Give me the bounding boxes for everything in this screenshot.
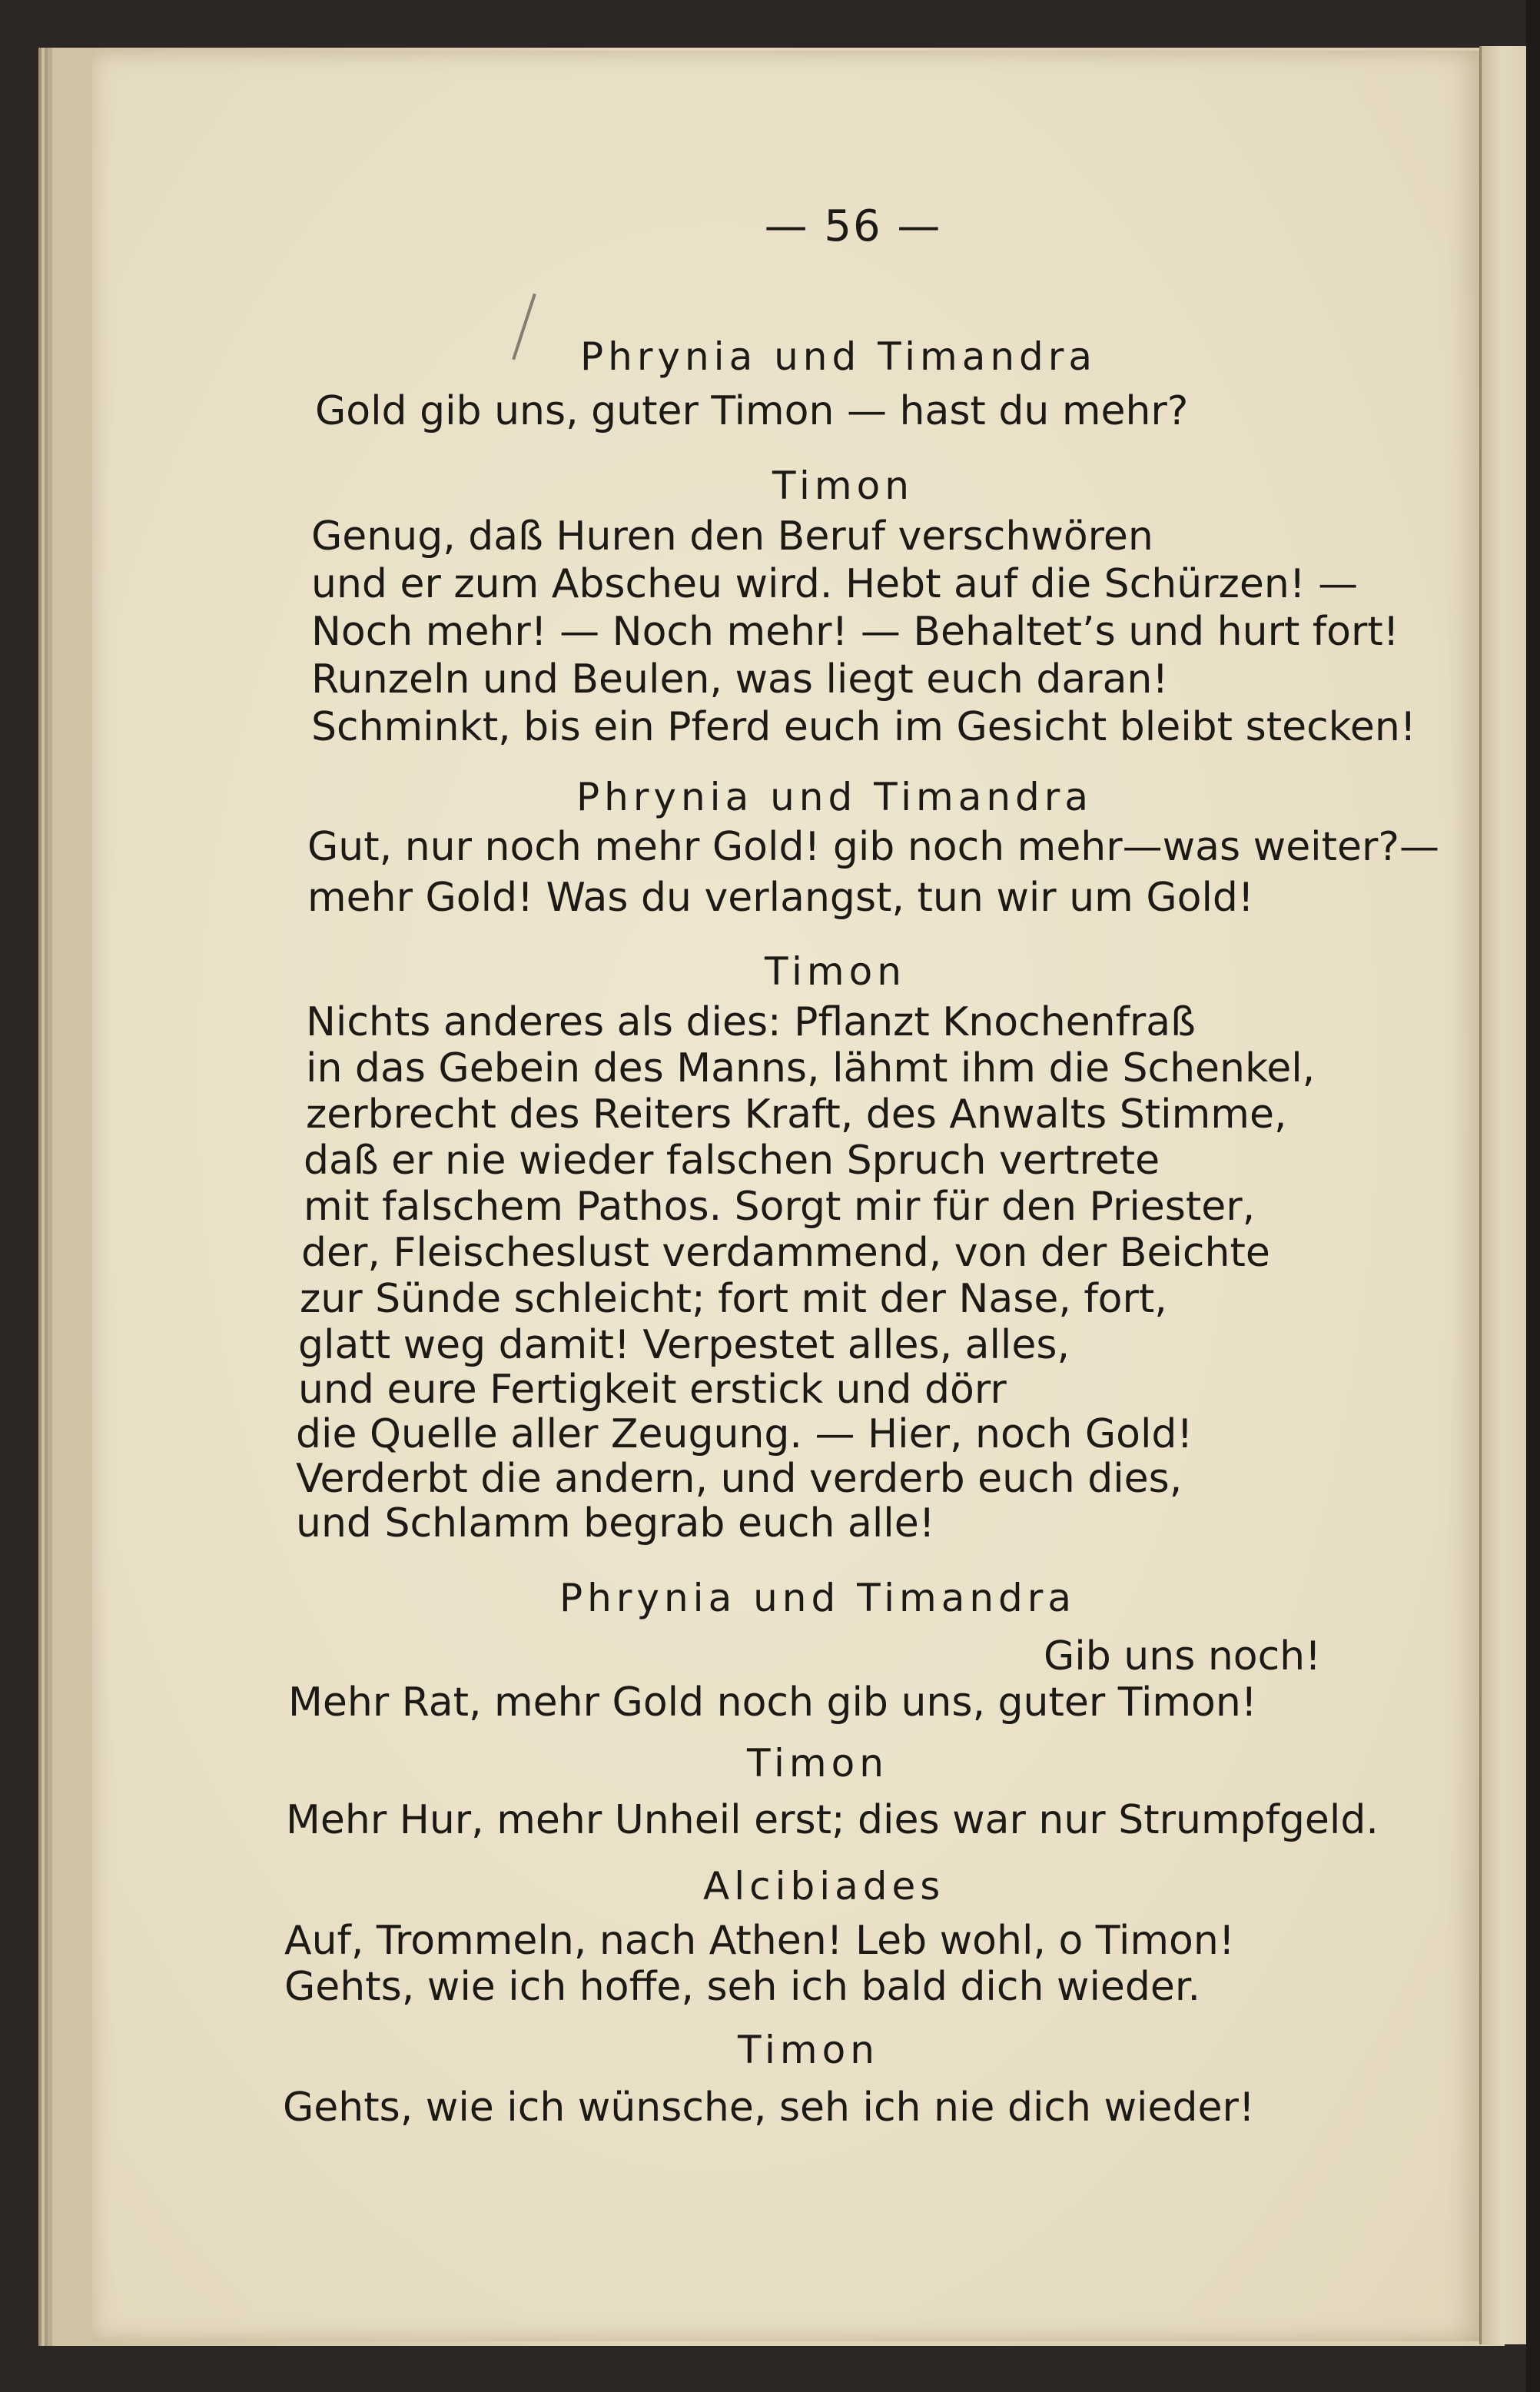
verse-line: Verderbt die andern, und verderb euch dies, xyxy=(296,1456,1183,1502)
verse-line: der, Fleischeslust verdammend, von der Beichte xyxy=(301,1230,1270,1276)
verse-line: Gold gib uns, guter Timon — hast du mehr? xyxy=(315,388,1189,434)
verse-line: mit falschem Pathos. Sorgt mir für den Priester, xyxy=(304,1184,1256,1230)
verse-line: und eure Fertigkeit erstick und dörr xyxy=(298,1367,1007,1413)
verse-line: zerbrecht des Reiters Kraft, des Anwalts Stimme, xyxy=(306,1091,1287,1138)
speaker-name: Timon xyxy=(738,2028,879,2072)
verse-line: Runzeln und Beulen, was liegt euch daran! xyxy=(311,656,1169,703)
verse-line: und Schlamm begrab euch alle! xyxy=(296,1500,935,1546)
verse-line: Auf, Trommeln, nach Athen! Leb wohl, o Timon! xyxy=(284,1918,1235,1964)
verse-line: und er zum Abscheu wird. Hebt auf die Schürzen! — xyxy=(311,561,1359,607)
verse-line: Gehts, wie ich hoffe, seh ich bald dich wieder. xyxy=(284,1964,1201,2010)
verse-line: Gehts, wie ich wünsche, seh ich nie dich wieder! xyxy=(283,2085,1255,2131)
scan-border xyxy=(1526,0,1540,2392)
page-number: — 56 — xyxy=(764,201,942,251)
speaker-name: Timon xyxy=(772,463,914,508)
verse-line: zur Sünde schleicht; fort mit der Nase, fort, xyxy=(300,1276,1167,1322)
verse-line: Mehr Hur, mehr Unheil erst; dies war nur Strumpfgeld. xyxy=(286,1797,1379,1843)
verse-line: glatt weg damit! Verpestet alles, alles, xyxy=(298,1322,1070,1368)
speaker-name: Alcibiades xyxy=(703,1864,945,1909)
verse-line: Gib uns noch! xyxy=(1044,1633,1321,1679)
speaker-name: Timon xyxy=(765,949,906,994)
verse-line: Gut, nur noch mehr Gold! gib noch mehr—was weiter?— xyxy=(307,824,1439,870)
speaker-name: Phrynia und Timandra xyxy=(559,1576,1076,1620)
verse-line: in das Gebein des Manns, lähmt ihm die Schenkel, xyxy=(306,1045,1316,1091)
verse-line: Noch mehr! — Noch mehr! — Behaltet’s und hurt fort! xyxy=(311,609,1399,655)
verse-line: Genug, daß Huren den Beruf verschwören xyxy=(311,513,1153,560)
verse-line: die Quelle aller Zeugung. — Hier, noch Gold! xyxy=(296,1411,1193,1457)
verse-line: mehr Gold! Was du verlangst, tun wir um Gold! xyxy=(307,875,1254,921)
verse-line: daß er nie wieder falschen Spruch vertrete xyxy=(304,1138,1160,1184)
verse-line: Nichts anderes als dies: Pflanzt Knochenfraß xyxy=(306,999,1196,1045)
speaker-name: Phrynia und Timandra xyxy=(580,334,1097,379)
verse-line: Mehr Rat, mehr Gold noch gib uns, guter Timon! xyxy=(288,1679,1257,1726)
speaker-name: Phrynia und Timandra xyxy=(576,775,1093,819)
speaker-name: Timon xyxy=(747,1741,888,1786)
verse-line: Schminkt, bis ein Pferd euch im Gesicht bleibt stecken! xyxy=(311,704,1416,750)
